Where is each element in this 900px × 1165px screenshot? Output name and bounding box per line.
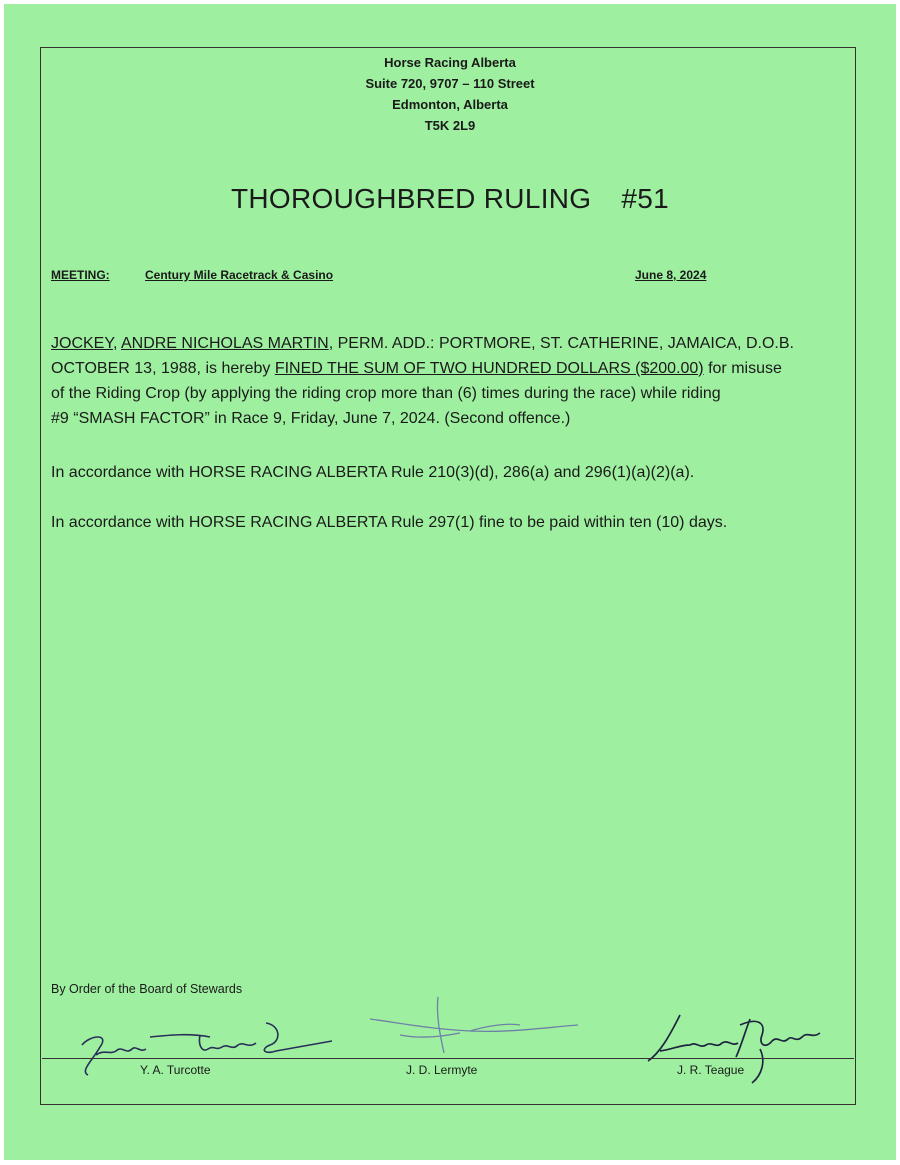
rule-reference-1: In accordance with HORSE RACING ALBERTA Rule 210(3)(d), 286(a) and 296(1)(a)(2)(a). xyxy=(51,464,695,481)
dob-text: OCTOBER 13, 1988, is hereby xyxy=(51,360,275,377)
jockey-name: ANDRE NICHOLAS MARTIN xyxy=(120,335,329,352)
ruling-number: #51 xyxy=(621,183,669,214)
jockey-address: , PERM. ADD.: PORTMORE, ST. CATHERINE, JAMAICA, D.O.B. xyxy=(328,335,794,352)
meeting-date: June 8, 2024 xyxy=(635,268,707,282)
meeting-venue: Century Mile Racetrack & Casino xyxy=(145,268,334,282)
ruling-paragraph xyxy=(51,331,854,431)
title-text: THOROUGHBRED RULING xyxy=(230,183,592,214)
ruling-line-2 xyxy=(51,356,854,381)
street-address: Suite 720, 9707 – 110 Street xyxy=(365,76,535,91)
misuse-text: for misuse xyxy=(703,360,782,377)
ruling-line-3: of the Riding Crop (by applying the riding crop more than (6) times during the race) while riding xyxy=(51,385,721,402)
steward-name-1: Y. A. Turcotte xyxy=(140,1063,211,1077)
meeting-label: MEETING: xyxy=(51,268,110,282)
ruling-line-4: #9 “SMASH FACTOR” in Race 9, Friday, June 7, 2024. (Second offence.) xyxy=(51,410,571,427)
postal-code: T5K 2L9 xyxy=(424,118,476,133)
ruling-line-1: JOCKEY, ANDRE NICHOLAS MARTIN, PERM. ADD.: PORTMORE, ST. CATHERINE, JAMAICA, D.O.B. xyxy=(51,335,794,352)
city: Edmonton, Alberta xyxy=(392,97,508,112)
fine-amount: FINED THE SUM OF TWO HUNDRED DOLLARS ($200.00) xyxy=(274,360,704,377)
rule-reference-2: In accordance with HORSE RACING ALBERTA Rule 297(1) fine to be paid within ten (10) days. xyxy=(51,514,728,531)
signature-lermyte xyxy=(360,995,590,1065)
steward-name-2: J. D. Lermyte xyxy=(406,1063,478,1077)
org-name: Horse Racing Alberta xyxy=(384,55,516,70)
steward-name-3: J. R. Teague xyxy=(677,1063,745,1077)
order-of-board: By Order of the Board of Stewards xyxy=(51,982,243,996)
letterhead-address xyxy=(0,52,900,136)
signature-line xyxy=(42,1058,854,1059)
page-title xyxy=(0,183,900,215)
signature-teague xyxy=(640,1005,840,1095)
jockey-label: JOCKEY xyxy=(51,335,113,352)
